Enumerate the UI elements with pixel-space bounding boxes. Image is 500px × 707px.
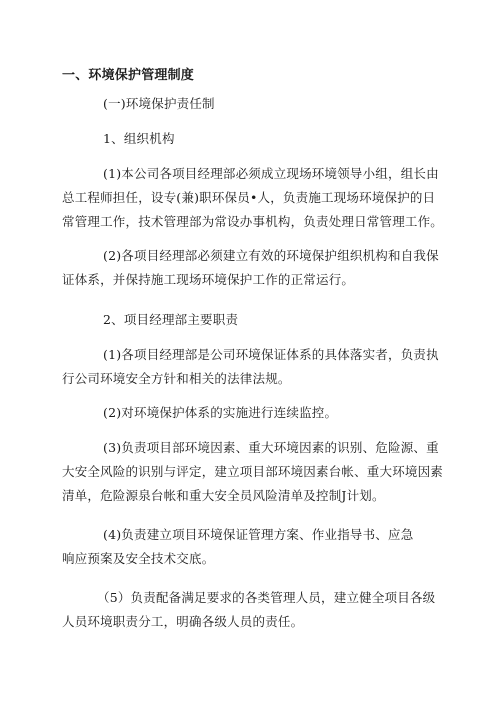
paragraph-line: (2)各项目经理部必须建立有效的环境保护组织机构和自我保 — [103, 248, 439, 263]
paragraph-line: 证体系，并保持施工现场环境保护工作的正常运行。 — [62, 272, 355, 287]
item-title-duties: 2、项目经理部主要职责 — [103, 312, 239, 327]
paragraph-line: 行公司环境安全方针和相关的法律法规。 — [62, 371, 291, 386]
paragraph-line: 总工程师担任，设专(兼)职环保员•人，负责施工现场环境保护的日 — [62, 190, 436, 205]
paragraph-line: 响应预案及安全技术交底。 — [62, 551, 215, 566]
paragraph-line: (1)各项目经理部是公司环境保证体系的具体落实者，负责执 — [103, 347, 439, 362]
subsection-title: (一)环境保护责任制 — [103, 96, 215, 111]
paragraph-line: 清单，危险源泉台帐和重大安全员风险清单及控制J计划。 — [62, 488, 385, 503]
paragraph-line: (1)本公司各项目经理部必须成立现场环境领导小组，组长由 — [103, 166, 439, 181]
section-title: 一、环境保护管理制度 — [62, 68, 195, 83]
paragraph-line: 常管理工作，技术管理部为常设办事机构，负责处理日常管理工作。 — [62, 214, 444, 229]
paragraph-line: 人员环境职责分工，明确各级人员的责任。 — [62, 614, 304, 629]
paragraph-line: (2)对环境保护体系的实施进行连续监控。 — [103, 405, 338, 420]
paragraph-line: (3)负责项目部环境因素、重大环境因素的识别、危险源、重 — [103, 440, 439, 455]
paragraph-line: (4)负责建立项目环境保证管理方案、作业指导书、应急 — [103, 527, 414, 542]
item-title-organization: 1、组织机构 — [103, 131, 175, 146]
paragraph-line: （5）负责配备满足要求的各类管理人员，建立健全项目各级 — [97, 590, 436, 605]
paragraph-line: 大安全风险的识别与评定，建立项目部环境因素台帐、重大环境因素 — [62, 464, 444, 479]
